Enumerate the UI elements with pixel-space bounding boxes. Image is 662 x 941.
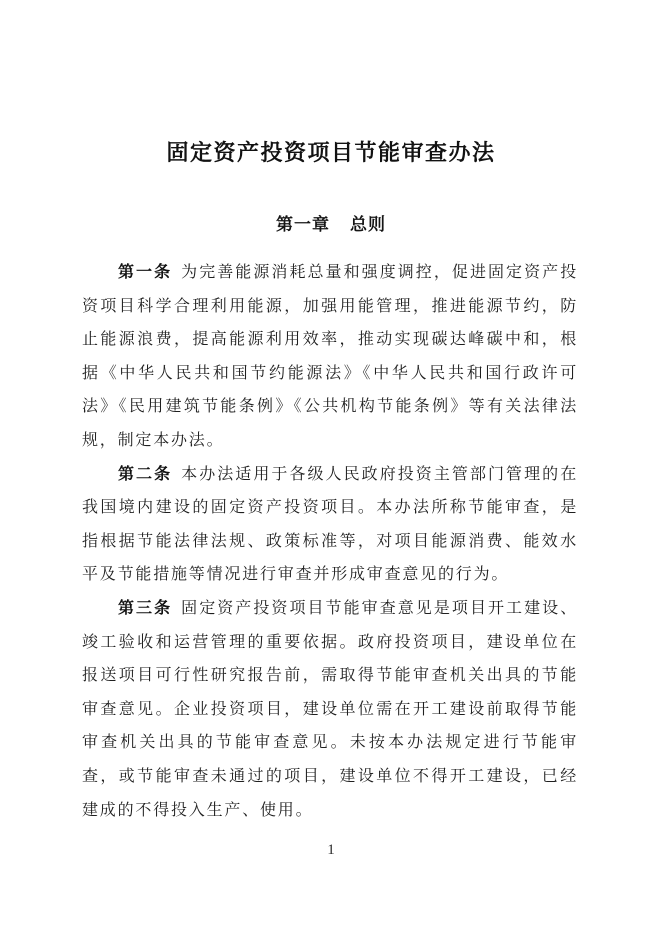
article-text: 为完善能源消耗总量和强度调控，促进固定资产投资项目科学合理利用能源，加强用能管理，推进能源节约，防止能源浪费，提高能源利用效率，推动实现碳达峰碳中和，根据《中华人民共和国节约能源法》《中华人民共和国行政许可法》《民用建筑节能条例》《公共机构节能条例》等有关法律法规，制定本办法。 xyxy=(82,264,578,449)
article-paragraph xyxy=(82,592,578,827)
chapter-title: 总则 xyxy=(350,215,386,234)
article-label: 第三条 xyxy=(118,599,173,617)
article-paragraph xyxy=(82,458,578,592)
page-number: 1 xyxy=(327,842,335,859)
article-paragraph xyxy=(82,256,578,458)
article-text: 本办法适用于各级人民政府投资主管部门管理的在我国境内建设的固定资产投资项目。本办法所称节能审查，是指根据节能法律法规、政策标准等，对项目能源消费、能效水平及节能措施等情况进行审查并形成审查意见的行为。 xyxy=(82,465,578,584)
document-body xyxy=(82,256,578,827)
page-title: 固定资产投资项目节能审查办法 xyxy=(166,140,496,165)
chapter-number: 第一章 xyxy=(276,215,330,234)
article-label: 第二条 xyxy=(118,465,173,483)
article-text: 固定资产投资项目节能审查意见是项目开工建设、竣工验收和运营管理的重要依据。政府投资项目，建设单位在报送项目可行性研究报告前，需取得节能审查机关出具的节能审查意见。企业投资项目，建设单位需在开工建设前取得节能审查机关出具的节能审查意见。未按本办法规定进行节能审查，或节能审查未通过的项目，建设单位不得开工建设，已经建成的不得投入生产、使用。 xyxy=(82,599,578,819)
article-label: 第一条 xyxy=(118,264,173,281)
chapter-heading xyxy=(0,214,662,236)
